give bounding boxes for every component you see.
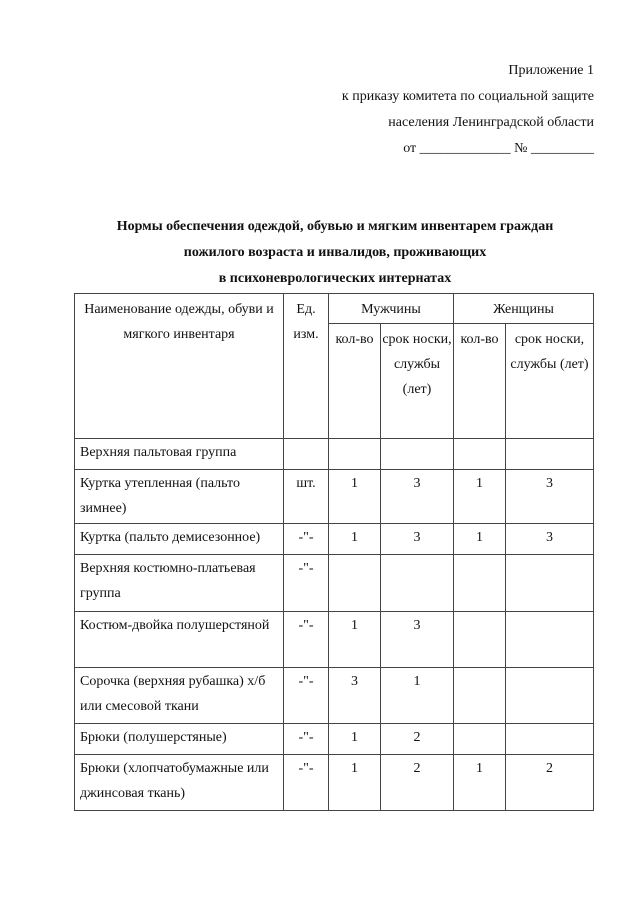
cell-unit: -"-	[284, 668, 329, 724]
order-reference: к приказу комитета по социальной защите	[341, 89, 594, 104]
cell-item-name: Верхняя костюмно-платьевая группа	[75, 555, 284, 612]
cell-unit: -"-	[284, 724, 329, 755]
order-date-number: от _____________ № _________	[403, 141, 594, 156]
appendix-number: Приложение 1	[508, 63, 594, 78]
cell-women-term: 3	[506, 524, 594, 555]
cell-women-qty: 1	[454, 755, 506, 811]
cell-men-qty: 1	[329, 612, 381, 668]
cell-men-term: 2	[381, 724, 454, 755]
cell-women-qty	[454, 439, 506, 470]
cell-women-term	[506, 439, 594, 470]
cell-men-qty: 1	[329, 755, 381, 811]
cell-item-name: Брюки (полушерстяные)	[75, 724, 284, 755]
cell-unit: -"-	[284, 555, 329, 612]
table-row	[75, 555, 594, 612]
cell-men-qty: 1	[329, 470, 381, 524]
cell-women-term	[506, 668, 594, 724]
cell-women-term	[506, 724, 594, 755]
cell-women-qty: 1	[454, 524, 506, 555]
doc-title-line3: в психоневрологических интернатах	[218, 271, 452, 286]
cell-men-qty: 3	[329, 668, 381, 724]
header-women: Женщины	[454, 294, 594, 324]
cell-women-term	[506, 555, 594, 612]
header-men: Мужчины	[329, 294, 454, 324]
header-women-term: срок носки, службы (лет)	[506, 324, 594, 439]
cell-unit: -"-	[284, 612, 329, 668]
cell-men-term: 3	[381, 524, 454, 555]
table-row	[75, 524, 594, 555]
cell-men-term: 1	[381, 668, 454, 724]
header-women-qty: кол-во	[454, 324, 506, 439]
cell-item-name: Сорочка (верхняя рубашка) х/б или смесовой ткани	[75, 668, 284, 724]
table-row	[75, 612, 594, 668]
cell-women-term	[506, 612, 594, 668]
cell-unit: -"-	[284, 524, 329, 555]
cell-women-qty	[454, 612, 506, 668]
cell-women-qty: 1	[454, 470, 506, 524]
header-unit: Ед. изм.	[284, 294, 329, 439]
cell-men-qty: 1	[329, 524, 381, 555]
cell-item-name: Костюм-двойка полушерстяной	[75, 612, 284, 668]
header-men-term: срок носки, службы (лет)	[381, 324, 454, 439]
cell-women-qty	[454, 668, 506, 724]
cell-men-term	[381, 439, 454, 470]
cell-item-name: Брюки (хлопчатобумажные или джинсовая ткань)	[75, 755, 284, 811]
cell-item-name: Куртка (пальто демисезонное)	[75, 524, 284, 555]
table-row	[75, 668, 594, 724]
cell-unit	[284, 439, 329, 470]
header-men-qty: кол-во	[329, 324, 381, 439]
cell-women-term: 3	[506, 470, 594, 524]
cell-women-term: 2	[506, 755, 594, 811]
cell-women-qty	[454, 724, 506, 755]
doc-title-line2: пожилого возраста и инвалидов, проживающих	[183, 245, 487, 260]
header-item-name: Наименование одежды, обуви и мягкого инвентаря	[75, 294, 284, 439]
cell-men-term: 3	[381, 612, 454, 668]
cell-unit: -"-	[284, 755, 329, 811]
cell-women-qty	[454, 555, 506, 612]
table-row	[75, 439, 594, 470]
cell-unit: шт.	[284, 470, 329, 524]
table-row	[75, 470, 594, 524]
cell-men-qty	[329, 555, 381, 612]
cell-men-term: 2	[381, 755, 454, 811]
norms-table	[74, 293, 594, 811]
cell-men-qty: 1	[329, 724, 381, 755]
cell-item-name: Куртка утепленная (пальто зимнее)	[75, 470, 284, 524]
cell-men-term	[381, 555, 454, 612]
table-row	[75, 755, 594, 811]
cell-men-qty	[329, 439, 381, 470]
table-row	[75, 724, 594, 755]
committee-name: населения Ленинградской области	[388, 115, 594, 130]
cell-item-name: Верхняя пальтовая группа	[75, 439, 284, 470]
doc-title-line1: Нормы обеспечения одеждой, обувью и мягким инвентарем граждан	[116, 219, 554, 234]
cell-men-term: 3	[381, 470, 454, 524]
